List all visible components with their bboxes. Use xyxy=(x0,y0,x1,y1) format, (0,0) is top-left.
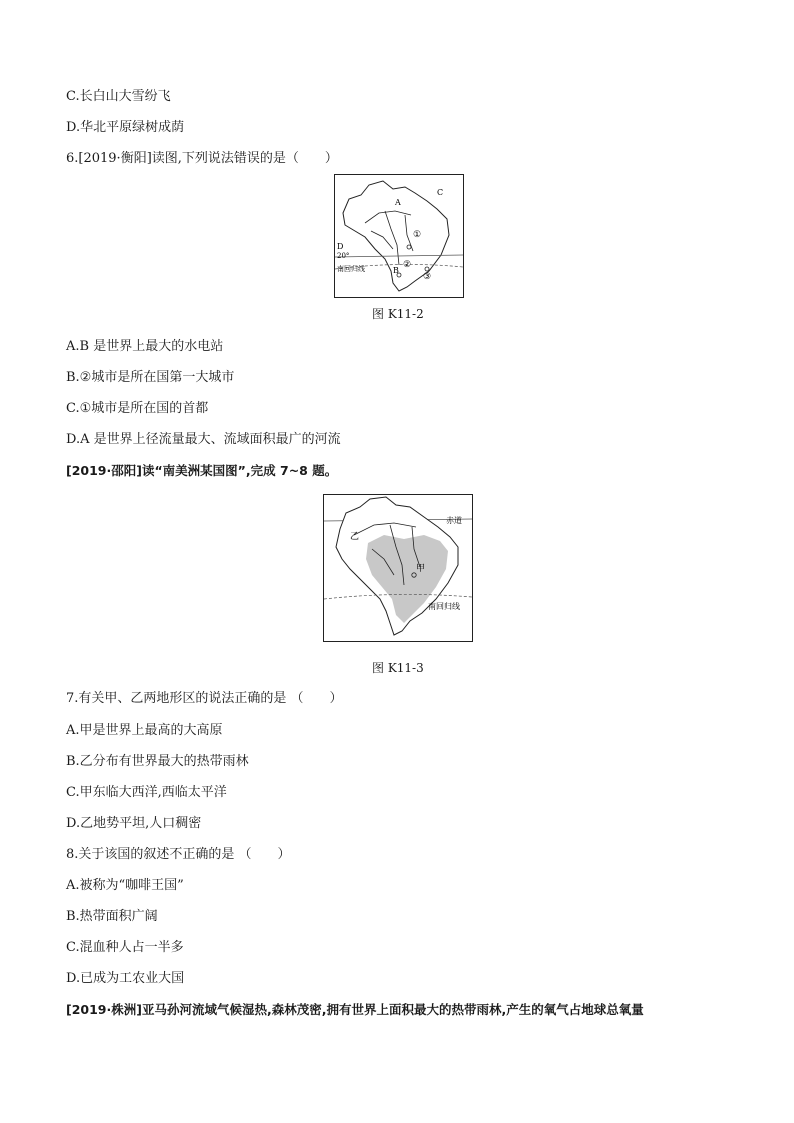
q7-option-a: A.甲是世界上最高的大高原 xyxy=(66,723,223,738)
label-a: A xyxy=(395,198,401,207)
map-k11-2 xyxy=(334,174,464,298)
label-tropic: 南回归线 xyxy=(337,265,365,273)
q6-option-b: B.②城市是所在国第一大城市 xyxy=(66,370,235,385)
label-c1: ① xyxy=(413,230,422,240)
map-k11-3 xyxy=(323,494,473,642)
brazil-map-k11-3 xyxy=(324,495,472,641)
label-yi: 乙 xyxy=(350,532,360,542)
q7-option-b: B.乙分布有世界最大的热带雨林 xyxy=(66,754,249,769)
label-tropic: 南回归线 xyxy=(428,602,460,611)
label-b: B xyxy=(393,266,399,275)
label-c2: ② xyxy=(403,260,412,270)
label-c3: ③ xyxy=(423,272,432,282)
q7-option-c: C.甲东临大西洋,西临太平洋 xyxy=(66,785,227,800)
q7-stem: 7.有关甲、乙两地形区的说法正确的是 （ ） xyxy=(66,691,343,706)
label-c: C xyxy=(437,188,444,197)
q8-stem: 8.关于该国的叙述不正确的是 （ ） xyxy=(66,847,291,862)
group-next-intro: [2019·株洲]亚马孙河流域气候湿热,森林茂密,拥有世界上面积最大的热带雨林,产生的氧气占地球总氧量 xyxy=(66,1002,644,1017)
label-d: D xyxy=(337,242,344,251)
brazil-map-k11-2 xyxy=(335,175,463,297)
q6-stem: 6.[2019·衡阳]读图,下列说法错误的是（ ） xyxy=(66,151,338,166)
q5-option-c: C.长白山大雪纷飞 xyxy=(66,89,171,104)
q5-option-d: D.华北平原绿树成荫 xyxy=(66,120,185,135)
q6-option-a: A.B 是世界上最大的水电站 xyxy=(66,339,224,354)
q8-option-d: D.已成为工农业大国 xyxy=(66,971,185,986)
label-equator: 赤道 xyxy=(446,516,462,525)
q6-option-d: D.A 是世界上径流量最大、流域面积最广的河流 xyxy=(66,432,341,447)
q7-option-d: D.乙地势平坦,人口稠密 xyxy=(66,816,202,831)
q8-option-c: C.混血种人占一半多 xyxy=(66,940,184,955)
caption-k11-2: 图 K11-2 xyxy=(372,307,424,321)
group78-intro: [2019·邵阳]读“南美洲某国图”,完成 7~8 题。 xyxy=(66,463,338,478)
caption-k11-3: 图 K11-3 xyxy=(372,661,424,675)
q8-option-a: A.被称为“咖啡王国” xyxy=(66,878,184,893)
label-lat: 20° xyxy=(337,252,350,260)
q6-option-c: C.①城市是所在国的首都 xyxy=(66,401,209,416)
label-jia: 甲 xyxy=(416,564,426,574)
q8-option-b: B.热带面积广阔 xyxy=(66,909,158,924)
